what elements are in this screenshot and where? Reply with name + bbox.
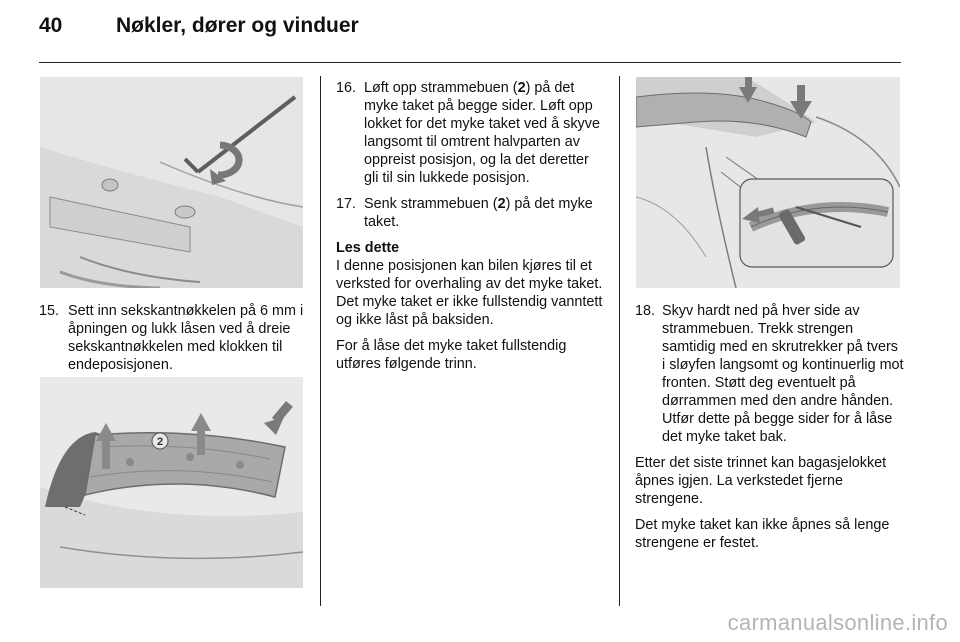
illustration-screwdriver-cord-drawing: [636, 77, 900, 288]
step-18-text: Skyv hardt ned på hver side av strammebuen. Trekk strengen samtidig med en skrutrekker på tvers i sløyfen langsomt og kontinuerlig mot fronten. Støtt deg eventuelt på dørrammen med den andre hånden. Utfør dette på begge sider for å låse det myke taket bak.: [662, 303, 904, 445]
illustration-tension-bow-drawing: [40, 377, 303, 588]
illustration-hex-key-lock: [40, 77, 303, 288]
page-title: Nøkler, dører og vinduer: [116, 14, 359, 37]
note-box: [336, 239, 604, 373]
callout-2: 2: [156, 436, 164, 448]
step-15: [39, 302, 304, 374]
after-text-1: Etter det siste trinnet kan bagasjelokket åpnes igjen. La verkstedet fjerne strengene.: [635, 455, 887, 507]
column-divider-left: [320, 76, 321, 606]
note-text-2: For å låse det myke taket fullstendig utføres følgende trinn.: [336, 338, 567, 372]
step-16-ref: 2: [517, 80, 526, 96]
step-18: [635, 302, 905, 446]
header-rule: [39, 62, 901, 63]
step-17-text: [364, 195, 604, 231]
column-middle: [336, 79, 604, 381]
step-17-text-post: ) på det myke taket.: [364, 196, 593, 230]
step-17-text-pre: Senk strammebuen (: [364, 196, 498, 212]
note-title: Les dette: [336, 240, 400, 256]
illustration-tension-bow: [40, 377, 303, 588]
note-text-1: I denne posisjonen kan bilen kjøres til et verksted for overhaling av det myke taket. Det myke taket er ikke fullstendig vanntett og ikke låst på baksiden.: [336, 258, 603, 328]
column-divider-right: [619, 76, 620, 606]
step-16-text-post: ) på det myke taket på begge sider. Løft opp lokket for det myke taket ved å skyve langsomt til omtrent halvparten av oppreist posisjon, og la det deretter gli til sin lukkede posisjon.: [364, 80, 600, 186]
after-text-2: Det myke taket kan ikke åpnes så lenge strengene er festet.: [635, 517, 890, 551]
step-16-text: [364, 79, 604, 187]
step-17-number: 17.: [336, 196, 357, 212]
illustration-screwdriver-cord: [636, 77, 900, 288]
step-15-text: Sett inn sekskantnøkkelen på 6 mm i åpningen og lukk låsen ved å dreie sekskantnøkkelen med klokken til endeposisjonen.: [68, 303, 304, 373]
page-number: 40: [39, 14, 63, 37]
step-17-ref: 2: [497, 196, 506, 212]
step-15-number: 15.: [39, 303, 60, 319]
step-18-number: 18.: [635, 303, 656, 319]
column-right: [635, 302, 905, 560]
step-16: [336, 79, 604, 187]
illustration-hex-key-lock-drawing: [40, 77, 303, 288]
step-17: [336, 195, 604, 231]
step-16-text-pre: Løft opp strammebuen (: [364, 80, 518, 96]
watermark: carmanualsonline.info: [727, 610, 948, 635]
step-16-number: 16.: [336, 80, 357, 96]
